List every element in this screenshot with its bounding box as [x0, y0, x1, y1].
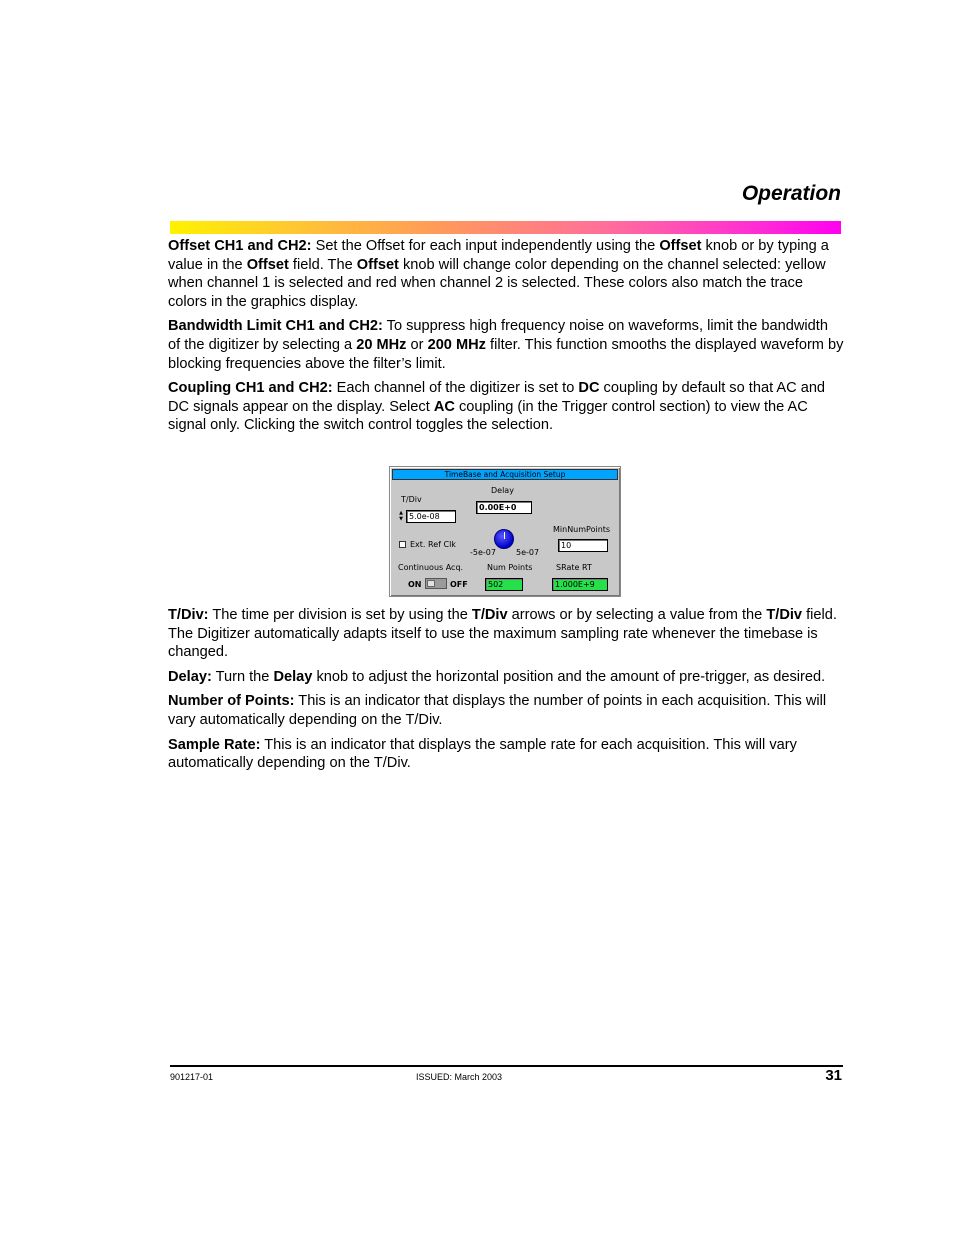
- delay-field[interactable]: 0.00E+0: [476, 501, 532, 514]
- text-run: Each channel of the digitizer is set to: [332, 380, 579, 397]
- text-run: Turn the: [211, 668, 274, 685]
- ext-ref-clk-checkbox[interactable]: [399, 541, 406, 548]
- para-bandwidth: [168, 317, 844, 373]
- toggle-on-label: ON: [408, 580, 422, 589]
- para-sample-rate: [168, 736, 844, 773]
- para-delay: [168, 668, 844, 687]
- min-num-points-field[interactable]: 10: [558, 539, 608, 552]
- knob-min-label: -5e-07: [470, 548, 496, 557]
- para-label: Number of Points:: [168, 693, 295, 710]
- bold-term: T/Div: [766, 607, 803, 623]
- text-block-top: [168, 237, 844, 441]
- text-run: coupling by default so that AC and DC signals appear on the display. Select: [168, 380, 826, 415]
- ext-ref-clk-label: Ext. Ref Clk: [410, 540, 456, 549]
- text-run: filter. This function smooths the displayed waveform by blocking frequencies above the filter’s limit.: [168, 336, 844, 372]
- srate-label: SRate RT: [556, 563, 592, 572]
- para-tdiv: [168, 606, 844, 662]
- text-run: Set the Offset for each input independently using the: [311, 238, 660, 254]
- para-offset: [168, 237, 844, 311]
- tdiv-label: T/Div: [401, 495, 422, 504]
- text-run: knob or by typing a value in the: [168, 238, 829, 273]
- bold-term: AC: [433, 398, 455, 415]
- text-run: arrows or by selecting a value from the: [507, 607, 767, 623]
- page-heading: Operation: [741, 182, 841, 205]
- knob-max-label: 5e-07: [516, 548, 540, 557]
- para-label: Coupling CH1 and CH2:: [168, 380, 333, 397]
- para-label: Sample Rate:: [168, 736, 261, 753]
- footer-rule: [170, 1065, 843, 1067]
- bold-term: Delay: [273, 668, 313, 685]
- text-run: To suppress high frequency noise on waveforms, limit the bandwidth of the digitizer by selecting a: [168, 318, 828, 353]
- continuous-acq-toggle[interactable]: [425, 578, 447, 589]
- panel-title: TimeBase and Acquisition Setup: [392, 469, 618, 480]
- text-run: field. The: [288, 256, 357, 273]
- bold-term: Offset: [246, 256, 289, 273]
- num-points-label: Num Points: [487, 563, 533, 572]
- delay-knob[interactable]: [494, 529, 514, 549]
- min-num-points-label: MinNumPoints: [553, 525, 611, 534]
- text-run: knob to adjust the horizontal position and the amount of pre-trigger, as desired.: [312, 668, 826, 685]
- para-label: T/Div:: [168, 607, 209, 623]
- bold-term: T/Div: [471, 607, 508, 623]
- srate-indicator: 1.000E+9: [552, 578, 608, 591]
- timebase-acquisition-panel: [389, 466, 621, 597]
- page-number: 31: [825, 1067, 842, 1084]
- bold-term: 200 MHz: [427, 336, 486, 353]
- text-block-bottom: [168, 606, 844, 779]
- text-run: coupling (in the Trigger control section) to view the AC signal only. Clicking the switch control toggles the selection.: [168, 398, 808, 434]
- para-number-of-points: [168, 692, 844, 729]
- continuous-acq-label: Continuous Acq.: [398, 563, 464, 572]
- tdiv-stepper-icon[interactable]: ▲ ▼: [399, 510, 403, 522]
- bold-term: Offset: [356, 256, 399, 273]
- num-points-indicator: 502: [485, 578, 523, 591]
- para-label: Bandwidth Limit CH1 and CH2:: [168, 318, 383, 335]
- para-coupling: [168, 379, 844, 435]
- delay-label: Delay: [491, 486, 514, 495]
- bold-term: 20 MHz: [356, 336, 407, 353]
- text-run: knob will change color depending on the channel selected: yellow when channel 1 is selected and red when channel 2 is selected. These colors also match the trace colors in the graphics display.: [168, 256, 826, 310]
- text-run: This is an indicator that displays the sample rate for each acquisition. This will vary automatically depending on the T/Div.: [168, 736, 797, 772]
- bold-term: Offset: [659, 238, 702, 254]
- text-run: or: [406, 336, 428, 353]
- text-run: The time per division is set by using the: [208, 607, 472, 623]
- para-label: Delay:: [168, 668, 212, 685]
- text-run: This is an indicator that displays the number of points in each acquisition. This will vary automatically depending on the T/Div.: [168, 693, 827, 728]
- footer-issued: ISSUED: March 2003: [416, 1072, 503, 1082]
- text-run: field. The Digitizer automatically adapts itself to use the maximum sampling rate whenever the timebase is changed.: [168, 607, 837, 661]
- toggle-off-label: OFF: [450, 580, 468, 589]
- footer-doc-number: 901217-01: [170, 1072, 214, 1082]
- para-label: Offset CH1 and CH2:: [168, 238, 312, 254]
- heading-accent-bar: [170, 221, 841, 234]
- tdiv-field[interactable]: 5.0e-08: [406, 510, 456, 523]
- bold-term: DC: [578, 380, 600, 397]
